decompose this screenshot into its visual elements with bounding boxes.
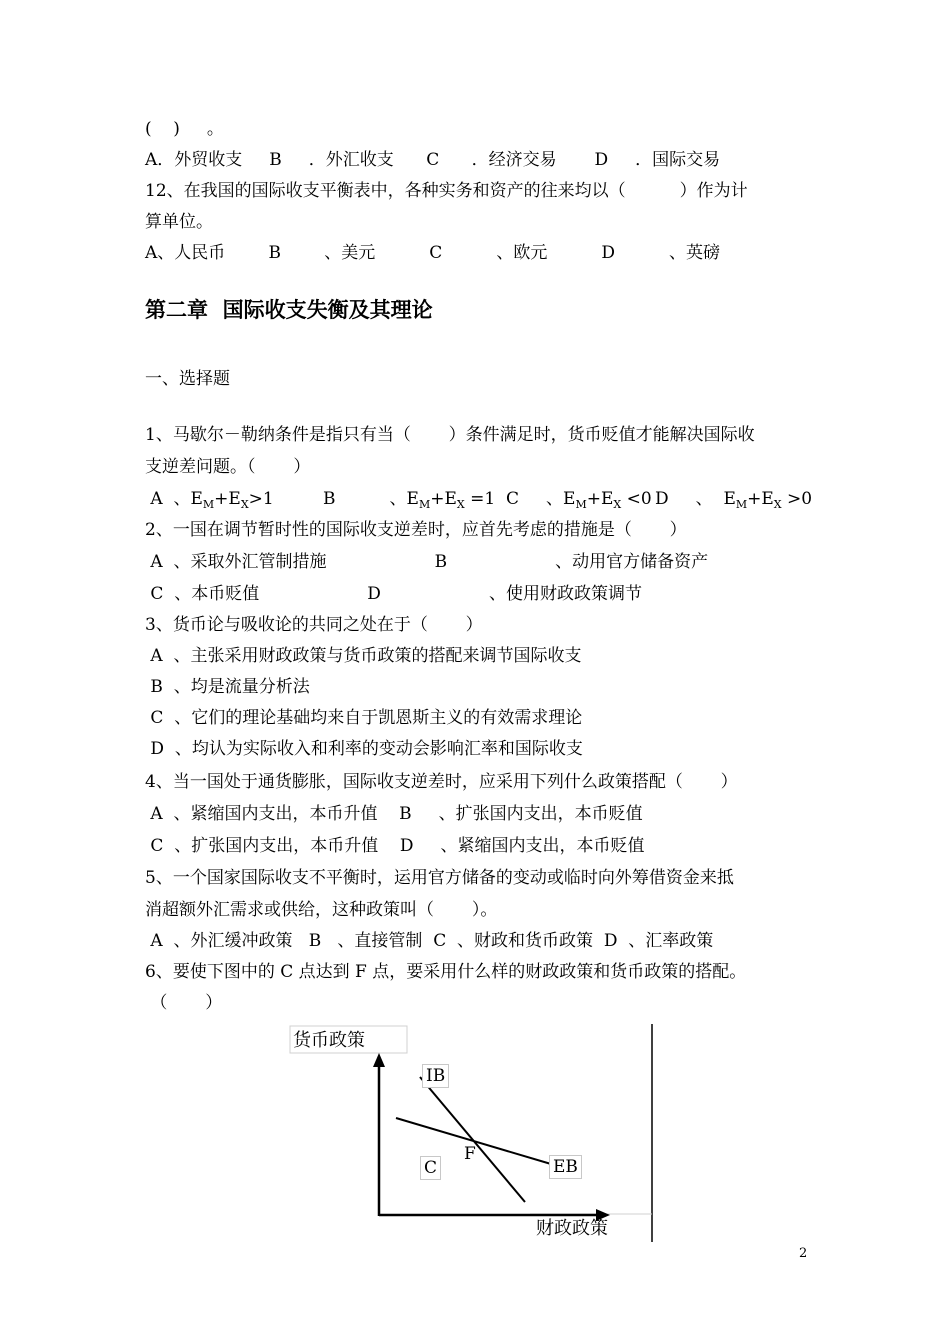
question-2-options-ab: A 、采取外汇管制措施 B 、动用官方储备资产 — [145, 552, 709, 572]
question-12-options: A、人民币 B 、美元 C 、欧元 D 、英磅 — [145, 243, 721, 263]
question-3-option-b: B 、均是流量分析法 — [145, 677, 310, 697]
question-1-option-d: D 、 $E_M+E_X >0$ — [655, 489, 813, 511]
eb-label: EB — [549, 1155, 582, 1179]
point-f-label: F — [464, 1144, 476, 1164]
prev-question-options: A．外贸收支 B ．外汇收支 C ．经济交易 D ．国际交易 — [145, 150, 721, 170]
question-1-option-b: B 、$E_M+E_X =1$ — [323, 489, 496, 511]
x-axis-label: 财政政策 — [536, 1218, 608, 1239]
y-axis-label: 货币政策 — [293, 1030, 365, 1051]
page-number: 2 — [799, 1246, 808, 1261]
question-6-line-1: 6、要使下图中的 C 点达到 F 点，要采用什么样的财政政策和货币政策的搭配。 — [145, 962, 747, 982]
question-2-options-cd: C 、本币贬值 D 、使用财政政策调节 — [145, 584, 643, 604]
question-1-option-a: A 、$E_M+E_X>1$ — [145, 489, 274, 511]
question-6-line-2: （ ） — [145, 993, 223, 1013]
question-12-line-2: 算单位。 — [145, 212, 213, 232]
question-5-line-1: 5、一个国家国际收支不平衡时，运用官方储备的变动或临时向外筹借资金来抵 — [145, 868, 734, 888]
question-12-line-1: 12、在我国的国际收支平衡表中，各种实务和资产的往来均以（ ）作为计 — [145, 181, 748, 201]
point-c-label: C — [420, 1156, 441, 1180]
question-2-line-1: 2、一国在调节暂时性的国际收支逆差时，应首先考虑的措施是（ ） — [145, 520, 687, 540]
y-axis-arrow-icon — [373, 1053, 385, 1067]
question-3-option-d: D 、均认为实际收入和利率的变动会影响汇率和国际收支 — [145, 739, 583, 759]
question-1-option-c: C 、$E_M+E_X <0$ — [506, 489, 652, 511]
ib-label: IB — [422, 1064, 449, 1088]
question-5-options: A 、外汇缓冲政策 B 、直接管制 C 、财政和货币政策 D 、汇率政策 — [145, 931, 714, 951]
question-3-option-c: C 、它们的理论基础均来自于凯恩斯主义的有效需求理论 — [145, 708, 583, 728]
question-1-line-1: 1、马歇尔－勒纳条件是指只有当（ ）条件满足时，货币贬值才能解决国际收 — [145, 425, 755, 445]
prev-question-blank: ( ) 。 — [145, 119, 224, 139]
question-4-options-cd: C 、扩张国内支出，本币升值 D 、紧缩国内支出，本币贬值 — [145, 836, 645, 856]
section-heading: 一、选择题 — [145, 369, 230, 389]
question-5-line-2: 消超额外汇需求或供给，这种政策叫（ ）。 — [145, 900, 498, 920]
chapter-title: 第二章 国际收支失衡及其理论 — [145, 298, 433, 322]
question-4-line-1: 4、当一国处于通货膨胀，国际收支逆差时，应采用下列什么政策搭配（ ） — [145, 772, 738, 792]
ib-line — [420, 1077, 525, 1202]
question-3-option-a: A 、主张采用财政政策与货币政策的搭配来调节国际收支 — [145, 646, 582, 666]
question-1-line-2: 支逆差问题。（ ） — [145, 457, 311, 477]
question-3-line-1: 3、货币论与吸收论的共同之处在于（ ） — [145, 615, 483, 635]
question-4-options-ab: A 、紧缩国内支出，本币升值 B 、扩张国内支出，本币贬值 — [145, 804, 643, 824]
